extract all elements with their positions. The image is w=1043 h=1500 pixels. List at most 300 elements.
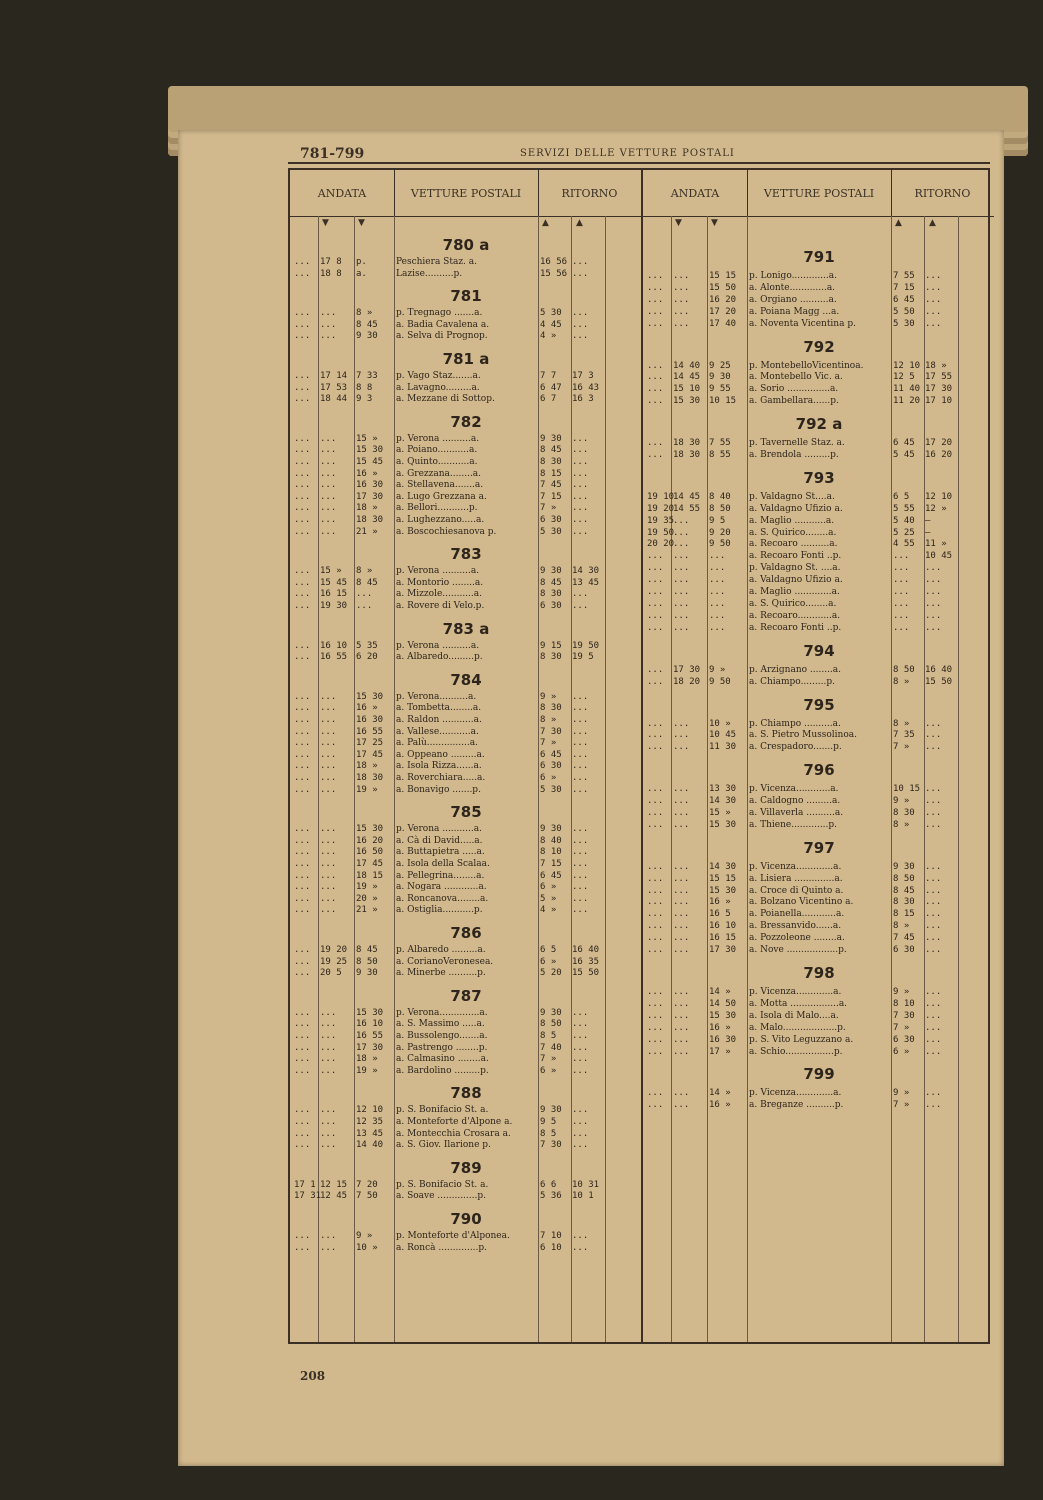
stop-name: a. Breganze ..........p.	[749, 1100, 844, 1111]
timetable-row	[290, 1065, 641, 1077]
timetable-row	[643, 294, 994, 306]
down-arrow-icon: ▼	[675, 218, 682, 228]
time-cell: 11 40	[893, 384, 921, 395]
timetable-row	[643, 598, 994, 610]
time-cell: 15 »	[709, 807, 731, 818]
stop-name: a. Valdagno Ufizio a.	[749, 575, 843, 586]
stop-name: a. Noventa Vicentina p.	[749, 318, 856, 329]
time-cell: ...	[320, 824, 337, 835]
time-cell: 17 14	[320, 371, 348, 381]
time-cell: 16 10	[356, 1019, 384, 1030]
time-cell: p.	[356, 257, 367, 267]
stop-name: a. Schio.................p.	[749, 1046, 843, 1057]
time-cell: ...	[647, 372, 664, 383]
time-cell: 7 »	[540, 738, 557, 749]
timetable-row	[643, 1034, 994, 1046]
stop-name: a. Boscochiesanova p.	[396, 526, 497, 537]
timetable-row	[290, 651, 641, 663]
time-cell: 5 25	[893, 527, 915, 538]
time-cell: 15 30	[673, 396, 701, 407]
time-cell: ...	[294, 600, 311, 611]
time-cell: 18 44	[320, 394, 348, 405]
stop-name: a. Lavagno.........a.	[396, 382, 480, 393]
time-cell: ...	[572, 308, 589, 319]
time-cell: ...	[893, 622, 910, 633]
time-cell: ...	[925, 1034, 942, 1045]
timetable-row	[643, 932, 994, 944]
time-cell: 15 30	[709, 819, 737, 830]
time-cell: 15 30	[356, 1007, 384, 1018]
route-number: 786	[450, 924, 482, 942]
time-cell: ...	[320, 1105, 337, 1116]
time-cell: 6 5	[893, 491, 910, 502]
time-cell: ...	[572, 1128, 589, 1139]
time-cell: ...	[647, 271, 664, 281]
time-cell: ...	[647, 796, 664, 807]
time-cell: 17 55	[925, 372, 953, 383]
route-number: 796	[803, 761, 835, 780]
time-cell: 16 »	[709, 1022, 731, 1033]
time-cell: 11 30	[709, 742, 737, 753]
time-cell: 17 25	[356, 738, 384, 749]
time-cell: ...	[647, 819, 664, 830]
stop-name: a. S. Quirico........a.	[749, 598, 837, 609]
stop-name: a. Grezzana........a.	[396, 468, 482, 479]
time-cell: 5 30	[540, 784, 562, 795]
time-cell: 8 »	[893, 819, 910, 830]
down-arrow-icon: ▼	[358, 218, 365, 228]
time-cell: 15 50	[572, 968, 600, 979]
time-cell: 17 53	[320, 382, 348, 393]
time-cell: ...	[320, 1116, 337, 1127]
time-cell: ...	[673, 909, 690, 920]
time-cell: ...	[673, 873, 690, 884]
timetable-row	[290, 640, 641, 652]
time-cell: 9 »	[893, 1088, 910, 1099]
time-cell: 10 31	[572, 1179, 600, 1190]
up-arrow-icon: ▲	[929, 218, 936, 228]
time-cell: ...	[673, 610, 690, 621]
time-cell: ...	[294, 456, 311, 467]
stop-name: a. Roncanova........a.	[396, 893, 489, 904]
time-cell: ...	[572, 738, 589, 749]
time-cell: 18 30	[673, 449, 701, 460]
time-cell: 16 »	[356, 468, 378, 479]
timetable-row	[290, 600, 641, 612]
time-cell: ...	[572, 503, 589, 514]
stop-name: a. Stellavena.......a.	[396, 480, 484, 491]
timetable-row	[290, 858, 641, 870]
stop-name: a. Isola della Scalaa.	[396, 858, 490, 869]
time-cell: ...	[294, 445, 311, 456]
timetable-row	[643, 515, 994, 527]
time-cell: ...	[320, 893, 337, 904]
time-cell: 6 45	[893, 438, 915, 449]
time-cell: 8 45	[893, 885, 915, 896]
time-cell: 16 10	[709, 921, 737, 932]
stop-name: a. Bellori...........p.	[396, 503, 478, 514]
stop-name: p. Valdagno St. ....a.	[749, 563, 841, 574]
time-cell: ...	[294, 268, 311, 279]
stop-name: a. S. Massimo .....a.	[396, 1019, 485, 1030]
time-cell: ...	[673, 271, 690, 281]
time-cell: 19 10	[647, 491, 675, 502]
time-cell: 15 15	[709, 873, 737, 884]
time-cell: ...	[572, 870, 589, 881]
time-cell: ...	[925, 885, 942, 896]
timetable-row	[643, 437, 994, 449]
time-cell: ...	[356, 589, 373, 600]
time-cell: ...	[673, 294, 690, 305]
time-cell: ...	[294, 257, 311, 267]
time-cell: 6 45	[893, 294, 915, 305]
time-cell: 5 45	[893, 449, 915, 460]
time-cell: 18 30	[356, 514, 384, 525]
timetable-row	[643, 538, 994, 550]
time-cell: 9 »	[356, 1231, 373, 1241]
time-cell: 9 55	[709, 384, 731, 395]
time-cell: 8 50	[893, 664, 915, 675]
stop-name: a. Sorio ...............a.	[749, 384, 839, 395]
timetable-row	[290, 256, 641, 268]
time-cell: 8 15	[893, 909, 915, 920]
timetable-row	[643, 807, 994, 819]
stop-name: a. Bussolengo.......a.	[396, 1030, 488, 1041]
time-cell: ...	[320, 331, 337, 342]
stop-name: a. Malo...................p.	[749, 1022, 846, 1033]
stop-name: a. Pastrengo ........p.	[396, 1042, 488, 1053]
right-column	[641, 170, 994, 1342]
stop-name: p. Verona ..........a.	[396, 640, 480, 651]
time-cell: 7 55	[893, 271, 915, 281]
time-cell: ...	[294, 1042, 311, 1053]
time-cell: ...	[572, 600, 589, 611]
time-cell: ...	[925, 897, 942, 908]
timetable-row	[290, 772, 641, 784]
time-cell: 10 15	[709, 396, 737, 407]
time-cell: ...	[294, 691, 311, 702]
time-cell: ...	[647, 1100, 664, 1111]
time-cell: ...	[647, 294, 664, 305]
time-cell: 19 »	[356, 784, 378, 795]
time-cell: ...	[673, 885, 690, 896]
timetable-row	[643, 729, 994, 741]
timetable-row	[290, 588, 641, 600]
time-cell: ...	[320, 526, 337, 537]
time-cell: ...	[294, 394, 311, 405]
time-cell: ...	[572, 268, 589, 279]
time-cell: ...	[673, 282, 690, 293]
time-cell: —	[925, 515, 931, 526]
timetable-row	[643, 783, 994, 795]
timetable-row	[643, 1099, 994, 1111]
timetable-row	[643, 795, 994, 807]
time-cell: ...	[647, 360, 664, 371]
timetable-row	[290, 1042, 641, 1054]
time-cell: 5 36	[540, 1191, 562, 1202]
time-cell: ...	[294, 1007, 311, 1018]
stop-name: a. Montecchia Crosara a.	[396, 1128, 511, 1139]
time-cell: 8 45	[356, 945, 378, 955]
time-cell: 19 35	[647, 515, 675, 526]
time-cell: ...	[647, 861, 664, 872]
time-cell: ...	[925, 1100, 942, 1111]
timetable-row	[290, 760, 641, 772]
timetable-row	[290, 1242, 641, 1254]
time-cell: ...	[925, 575, 942, 586]
time-cell: 6 6	[540, 1179, 557, 1190]
time-cell: ...	[572, 433, 589, 444]
time-cell: 10 1	[572, 1191, 594, 1202]
stop-name: a. Badia Cavalena a.	[396, 319, 490, 330]
stop-name: a. Recoaro Fonti ..p.	[749, 551, 842, 562]
time-cell: ...	[294, 749, 311, 760]
time-cell: 7 15	[540, 858, 562, 869]
stop-name: a. Poianella............a.	[749, 909, 845, 920]
time-cell: 16 15	[709, 933, 737, 944]
timetable	[288, 168, 990, 1344]
timetable-row	[643, 318, 994, 330]
timetable-row	[643, 574, 994, 586]
time-cell: ...	[647, 282, 664, 293]
time-cell: ...	[572, 703, 589, 714]
time-cell: 15 10	[673, 384, 701, 395]
time-cell: 9 30	[356, 331, 378, 342]
time-cell: ...	[709, 610, 726, 621]
time-cell: ...	[925, 873, 942, 884]
timetable-row	[290, 393, 641, 405]
timetable-row	[643, 562, 994, 574]
stop-name: p. Vago Staz.......a.	[396, 371, 481, 381]
time-cell: ...	[647, 1010, 664, 1021]
time-cell: ...	[294, 1231, 311, 1241]
time-cell: 9 30	[540, 566, 562, 577]
timetable-row	[290, 1139, 641, 1151]
stop-name: a. Calmasino ........a.	[396, 1054, 489, 1065]
time-cell: ...	[294, 968, 311, 979]
time-cell: ...	[647, 909, 664, 920]
stop-name: a. Bonavigo .......p.	[396, 784, 481, 795]
left-column	[290, 170, 641, 1342]
stop-name: p. Verona ..........a.	[396, 566, 480, 577]
time-cell: 16 35	[572, 956, 600, 967]
time-cell: ...	[709, 587, 726, 598]
time-cell: ...	[647, 575, 664, 586]
time-cell: 10 45	[709, 730, 737, 741]
time-cell: 17 »	[709, 1046, 731, 1057]
time-cell: 16 »	[709, 1100, 731, 1111]
stop-name: a. S. Giov. Ilarione p.	[396, 1140, 491, 1151]
time-cell: ...	[647, 742, 664, 753]
timetable-row	[643, 586, 994, 598]
time-cell: ...	[320, 847, 337, 858]
time-cell: ...	[320, 480, 337, 491]
time-cell: 7 50	[356, 1191, 378, 1202]
stop-name: a. Albaredo.........p.	[396, 652, 483, 663]
timetable-row	[643, 908, 994, 920]
stop-name: p. Monteforte d'Alponea.	[396, 1231, 510, 1241]
timetable-row	[643, 944, 994, 956]
time-cell: ...	[673, 551, 690, 562]
time-cell: 8 30	[540, 703, 562, 714]
time-cell: ...	[925, 987, 942, 997]
timetable-row	[290, 737, 641, 749]
timetable-row	[643, 664, 994, 676]
timetable-row	[290, 714, 641, 726]
route-number: 788	[450, 1084, 482, 1103]
time-cell: ...	[320, 468, 337, 479]
time-cell: 17 20	[709, 306, 737, 317]
route-number: 794	[803, 641, 835, 660]
timetable-row	[643, 449, 994, 461]
time-cell: ...	[572, 468, 589, 479]
time-cell: ...	[673, 819, 690, 830]
time-cell: 12 35	[356, 1116, 384, 1127]
time-cell: 16 10	[320, 640, 348, 651]
timetable-row	[643, 360, 994, 372]
stop-name: p. Albaredo .........a.	[396, 945, 486, 955]
timetable-row	[643, 383, 994, 395]
time-cell: 18 »	[356, 503, 378, 514]
time-cell: 9 3	[356, 394, 373, 405]
time-cell: —	[925, 527, 931, 538]
time-cell: 9 »	[893, 987, 910, 997]
time-cell: 7 40	[540, 1042, 562, 1053]
time-cell: 4 45	[540, 319, 562, 330]
time-cell: 10 45	[925, 551, 953, 562]
time-cell: ...	[320, 319, 337, 330]
time-cell: ...	[320, 714, 337, 725]
stop-name: a. Montebello Vic. a.	[749, 372, 843, 383]
time-cell: 17 30	[356, 491, 384, 502]
time-cell: ...	[320, 858, 337, 869]
time-cell: ...	[925, 718, 942, 729]
timetable-row	[643, 986, 994, 998]
time-cell: ...	[294, 1140, 311, 1151]
time-cell: ...	[673, 515, 690, 526]
time-cell: ...	[925, 306, 942, 317]
time-cell: 6 »	[540, 1065, 557, 1076]
time-cell: 4 55	[893, 539, 915, 550]
time-cell: ...	[925, 610, 942, 621]
route-number: 784	[450, 670, 482, 689]
time-cell: ...	[673, 784, 690, 795]
time-cell: ...	[320, 1007, 337, 1018]
timetable-row	[643, 998, 994, 1010]
time-cell: ...	[647, 885, 664, 896]
time-cell: ...	[294, 738, 311, 749]
time-cell: ...	[572, 1042, 589, 1053]
stop-name: a. Raldon ...........a.	[396, 714, 482, 725]
time-cell: ...	[294, 858, 311, 869]
timetable-row	[290, 433, 641, 445]
stop-name: p. S. Bonifacio St. a.	[396, 1179, 489, 1190]
time-cell: ...	[673, 742, 690, 753]
time-cell: 9 5	[540, 1116, 557, 1127]
time-cell: ...	[647, 676, 664, 687]
time-cell: 15 45	[320, 577, 348, 588]
time-cell: 17 45	[356, 858, 384, 869]
time-cell: 9 30	[893, 861, 915, 872]
time-cell: ...	[572, 514, 589, 525]
time-cell: ...	[294, 761, 311, 772]
time-cell: 15 30	[709, 885, 737, 896]
time-cell: 16 30	[709, 1034, 737, 1045]
time-cell: ...	[709, 551, 726, 562]
stop-name: a. Mizzole...........a.	[396, 589, 482, 600]
stop-name: a. Buttapietra .....a.	[396, 847, 485, 858]
route-number: 792 a	[795, 415, 843, 434]
time-cell: ...	[294, 1065, 311, 1076]
time-cell: ...	[925, 807, 942, 818]
time-cell: 19 »	[356, 1065, 378, 1076]
time-cell: ...	[673, 897, 690, 908]
route-number: 781	[450, 287, 482, 306]
time-cell: 18 »	[356, 761, 378, 772]
route-number: 792	[803, 337, 835, 356]
time-cell: ...	[320, 1128, 337, 1139]
time-cell: 8 50	[540, 1019, 562, 1030]
time-cell: 5 35	[356, 640, 378, 651]
time-cell: ...	[320, 1242, 337, 1253]
time-cell: ...	[294, 870, 311, 881]
time-cell: 7 10	[540, 1231, 562, 1241]
time-cell: 14 40	[356, 1140, 384, 1151]
time-cell: ...	[647, 987, 664, 997]
time-cell: ...	[647, 807, 664, 818]
time-cell: 19 30	[320, 600, 348, 611]
time-cell: ...	[647, 784, 664, 795]
time-cell: 7 7	[540, 371, 557, 381]
time-cell: 19 50	[572, 640, 600, 651]
time-cell: ...	[925, 921, 942, 932]
timetable-row	[643, 1046, 994, 1058]
time-cell: ...	[320, 835, 337, 846]
time-cell: 9 30	[540, 1105, 562, 1116]
time-cell: 14 40	[673, 360, 701, 371]
timetable-row	[290, 479, 641, 491]
time-cell: ...	[572, 445, 589, 456]
time-cell: 9 50	[709, 539, 731, 550]
time-cell: 9 25	[709, 360, 731, 371]
time-cell: 13 30	[709, 784, 737, 795]
time-cell: 6 30	[893, 1034, 915, 1045]
time-cell: 8 50	[709, 503, 731, 514]
time-cell: 17 30	[356, 1042, 384, 1053]
time-cell: ...	[673, 622, 690, 633]
time-cell: 9 30	[356, 968, 378, 979]
time-cell: 6 »	[540, 772, 557, 783]
time-cell: ...	[572, 772, 589, 783]
timetable-row	[290, 319, 641, 331]
time-cell: ...	[925, 784, 942, 795]
route-number: 790	[450, 1210, 482, 1228]
time-cell: 16 20	[709, 294, 737, 305]
stop-name: a. Roverchiara.....a.	[396, 772, 486, 783]
timetable-row	[290, 330, 641, 342]
time-cell: 6 30	[540, 514, 562, 525]
time-cell: 17 30	[709, 945, 737, 956]
time-cell: 11 »	[925, 539, 947, 550]
timetable-row	[643, 395, 994, 407]
stop-name: p. Vicenza............a.	[749, 784, 839, 795]
time-cell: 8 40	[709, 491, 731, 502]
time-cell: ...	[294, 714, 311, 725]
time-cell: ...	[925, 819, 942, 830]
timetable-row	[290, 1116, 641, 1128]
timetable-row	[643, 371, 994, 383]
time-cell: ...	[572, 1116, 589, 1127]
